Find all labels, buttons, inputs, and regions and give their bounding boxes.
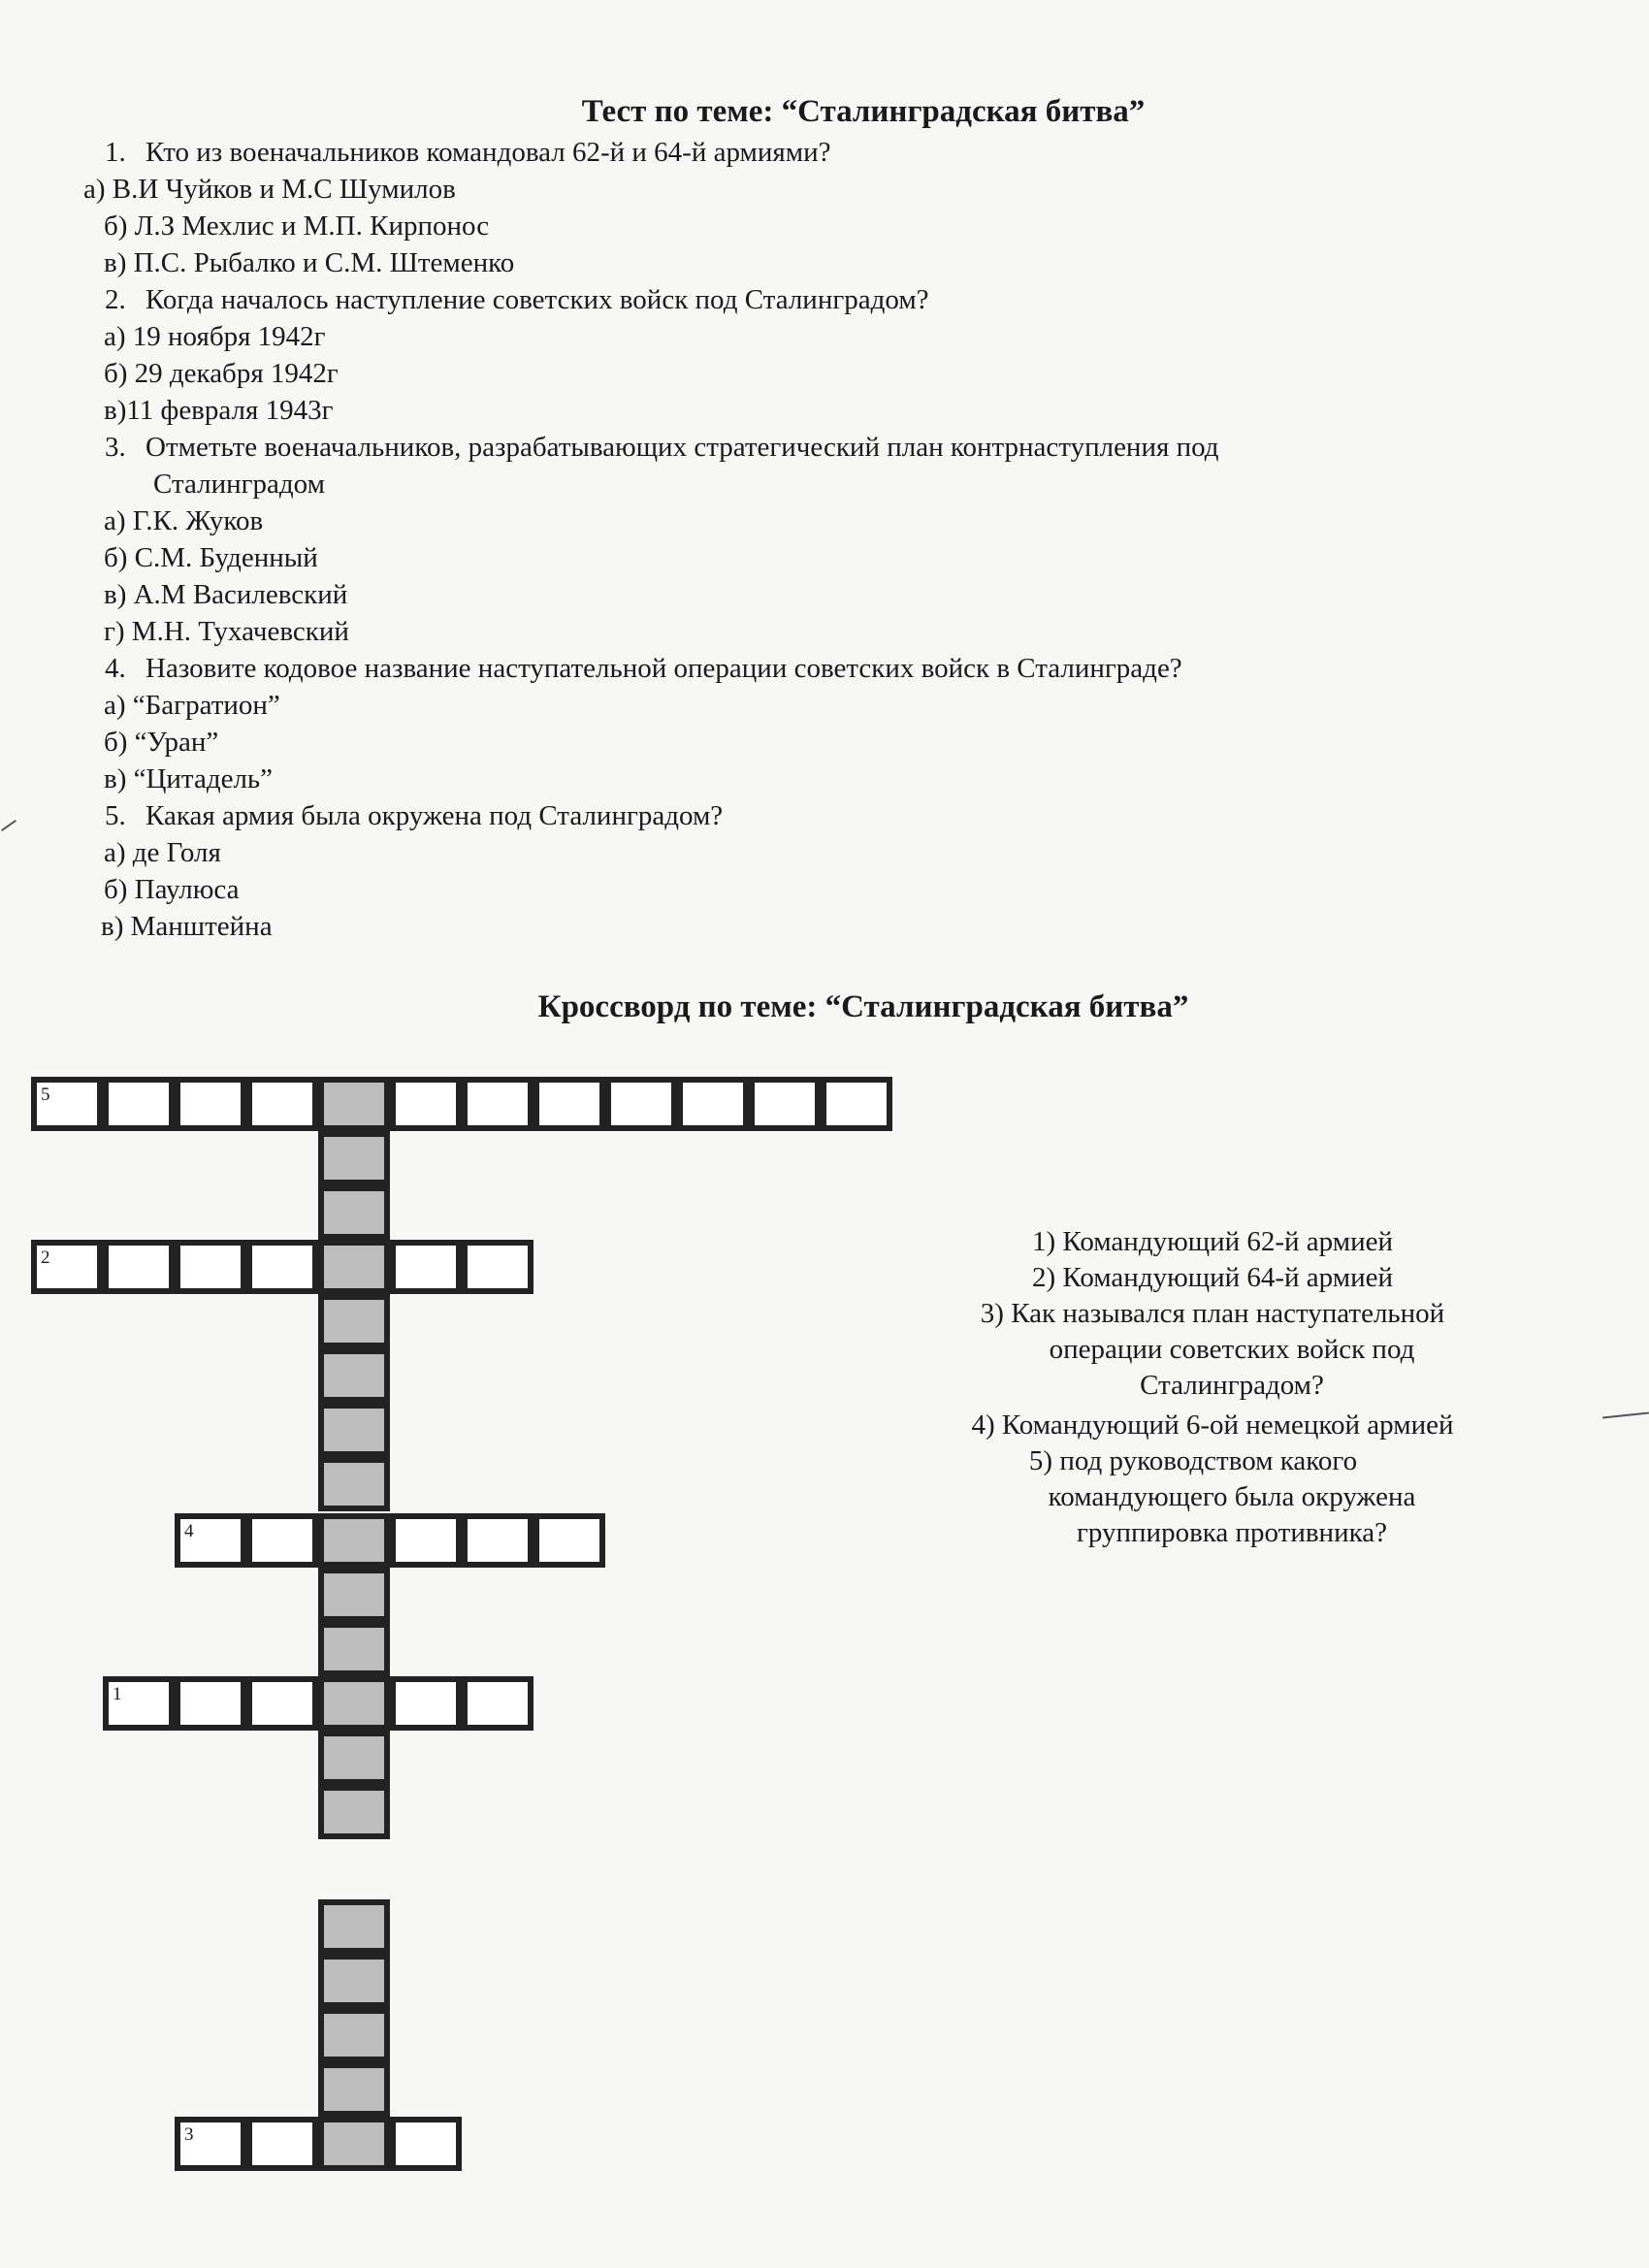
option: а) “Багратион” (104, 690, 280, 721)
clue-line: операции советских войск под (1049, 1334, 1415, 1365)
crossword-cell-key (318, 1622, 390, 1676)
crossword-cell (534, 1077, 605, 1131)
option: г) М.Н. Тухачевский (104, 616, 349, 647)
option: в) А.М Василевский (104, 579, 348, 610)
option: а) Г.К. Жуков (104, 505, 264, 536)
option: а) де Голя (104, 837, 221, 868)
crossword-cell-key (318, 1403, 390, 1457)
clue-line: командующего была окружена (1048, 1481, 1416, 1512)
option: а) В.И Чуйков и М.С Шумилов (83, 174, 456, 205)
crossword-cell-key (318, 1785, 390, 1839)
crossword-cell (246, 1676, 318, 1731)
crossword-cell-numbered (175, 1513, 246, 1568)
test-title: Тест по теме: “Сталинградская битва” (581, 94, 1146, 129)
clue-line: Сталинградом? (1140, 1370, 1324, 1401)
crossword-cell (462, 1513, 534, 1568)
crossword-cell (605, 1077, 677, 1131)
crossword-cell (821, 1077, 892, 1131)
clue-line: 5) под руководством какого (1028, 1445, 1358, 1476)
clue-number: 3 (184, 2124, 194, 2145)
crossword-cell (462, 1240, 534, 1294)
question-text: Какая армия была окружена под Сталинградом? (146, 800, 724, 831)
question-1 (105, 134, 831, 171)
crossword-cell (390, 1077, 462, 1131)
crossword-cell-numbered (31, 1077, 103, 1131)
crossword-cell-key (318, 1568, 390, 1622)
option: б) “Уран” (104, 727, 219, 758)
question-text: Назовите кодовое название наступательной операции советских войск в Сталинграде? (146, 653, 1182, 684)
crossword-cell-numbered (103, 1676, 175, 1731)
option: б) 29 декабря 1942г (104, 358, 339, 389)
option: в) “Цитадель” (104, 763, 274, 794)
crossword-cell-numbered (31, 1240, 103, 1294)
crossword-cell-key (318, 1185, 390, 1240)
question-number: 5. (105, 800, 126, 831)
crossword-cell (103, 1240, 175, 1294)
question-text: Когда началось наступление советских войск под Сталинградом? (146, 284, 929, 315)
clue-number: 2 (41, 1247, 50, 1268)
crossword-cell-key (318, 1676, 390, 1731)
question-3 (105, 429, 1219, 466)
clue-line: 4) Командующий 6-ой немецкой армией (971, 1409, 1454, 1441)
crossword-cell-key (318, 1240, 390, 1294)
option: в) П.С. Рыбалко и С.М. Штеменко (104, 247, 515, 278)
crossword-cell (175, 1077, 246, 1131)
crossword-cell (246, 1240, 318, 1294)
question-number: 1. (105, 137, 126, 168)
clue-number: 1 (113, 1684, 122, 1704)
question-number: 4. (105, 653, 126, 684)
clue-line: 2) Командующий 64-й армией (1032, 1262, 1393, 1293)
crossword-cell (246, 2117, 318, 2171)
crossword-cell (246, 1513, 318, 1568)
crossword-cell (462, 1077, 534, 1131)
crossword-cell-key (318, 2062, 390, 2117)
crossword-cell (103, 1077, 175, 1131)
option: в)11 февраля 1943г (104, 395, 334, 426)
crossword-cell-key (318, 1899, 390, 1954)
crossword-cell (749, 1077, 821, 1131)
crossword-cell (246, 1077, 318, 1131)
crossword-cell-key (318, 1294, 390, 1348)
clue-number: 5 (41, 1085, 50, 1105)
crossword-cell-key (318, 1457, 390, 1511)
crossword-cell-key (318, 1513, 390, 1568)
clue-line: 1) Командующий 62-й армией (1032, 1226, 1393, 1257)
option: а) 19 ноября 1942г (104, 321, 326, 352)
crossword-cell (175, 1676, 246, 1731)
crossword-cell (677, 1077, 749, 1131)
crossword-cell (390, 2117, 462, 2171)
scan-mark (1, 820, 16, 831)
crossword-cell-key (318, 2008, 390, 2062)
crossword-cell (390, 1513, 462, 1568)
crossword-cell-numbered (175, 2117, 246, 2171)
question-text: Кто из военачальников командовал 62-й и 64-й армиями? (146, 137, 831, 168)
question-number: 2. (105, 284, 126, 315)
question-text: Отметьте военачальников, разрабатывающих стратегический план контрнаступления под (146, 432, 1219, 463)
question-4 (105, 650, 1182, 687)
question-number: 3. (105, 432, 126, 463)
option: в) Манштейна (101, 911, 273, 942)
crossword-cell-key (318, 1954, 390, 2008)
crossword-cell (534, 1513, 605, 1568)
clue-line: 3) Как назывался план наступательной (980, 1298, 1445, 1329)
question-2 (105, 281, 929, 318)
crossword-cell (462, 1676, 534, 1731)
question-text-continued: Сталинградом (153, 469, 325, 500)
question-5 (105, 797, 723, 834)
crossword-cell-key (318, 1131, 390, 1185)
option: б) С.М. Буденный (104, 542, 318, 573)
option: б) Л.З Мехлис и М.П. Кирпонос (104, 211, 490, 242)
crossword-cell (390, 1676, 462, 1731)
clue-line: группировка противника? (1077, 1517, 1387, 1548)
clue-number: 4 (184, 1521, 194, 1541)
crossword-cell-key (318, 2117, 390, 2171)
option: б) Паулюса (104, 874, 240, 905)
crossword-title: Кроссворд по теме: “Сталинградская битва” (537, 989, 1189, 1024)
crossword-cell-key (318, 1731, 390, 1785)
crossword-cell (390, 1240, 462, 1294)
crossword-cell (175, 1240, 246, 1294)
scan-mark (1602, 1411, 1649, 1418)
crossword-cell-key (318, 1348, 390, 1403)
crossword-cell-key (318, 1077, 390, 1131)
